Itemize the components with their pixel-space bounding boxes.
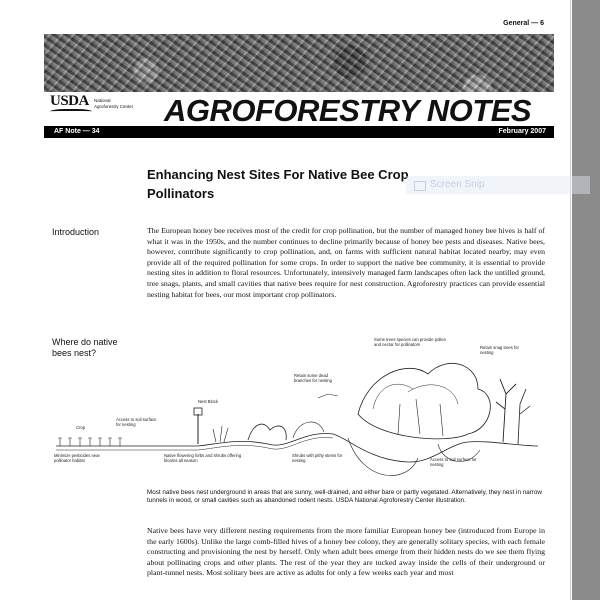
note-info-bar [44, 126, 554, 138]
usda-logo-text: USDA [50, 93, 89, 109]
section-label-nesting: Where do native bees nest? [52, 337, 118, 358]
label-nest-block: Nest Block [198, 399, 219, 404]
header-banner [44, 34, 554, 126]
usda-logo [50, 93, 134, 120]
body-paragraph-2: Native bees have very different nesting requirements from the more familiar European honey bee (introduced from Europe in the early 1600s). Unlike the large comb-filled hives of a honey bee colony, they are generally solitary species, with each female constructing and provisioning the nest by herself. Only when adult bees emerge from their hidden nests do we see them flying about pollinating crops and other plants. The rest of the year they are tucked away inside the cells of their underground or plant-tunnel nests. Most solitary bees are active as adults for only a few weeks each year and most [147, 526, 545, 578]
figure-caption: Most native bees nest underground in areas that are sunny, well-drained, and either bare or partly vegetated. Alternatively, they nest in narrow tunnels in wood, or small cavities such as abandoned rodent nests. USDA National Agroforestry Center illustration. [147, 489, 542, 505]
snip-icon [414, 181, 426, 191]
label-native-flowering: Native flowering forbs and shrubs offering blooms all season [164, 453, 242, 463]
publication-date: February 2007 [498, 128, 546, 135]
label-access-soil-right: Access to soil surface for nesting [430, 457, 477, 467]
label-tree-species: Some trees species can provide pollen and nectar for pollinators [374, 337, 446, 347]
note-number: AF Note — 34 [54, 128, 100, 135]
label-access-soil-left: Access to soil surface for nesting [116, 417, 157, 427]
label-retain-dead-branches: Retain some dead branches for nesting [294, 373, 332, 383]
usda-swoosh-icon [50, 109, 92, 115]
introduction-paragraph: The European honey bee receives most of the credit for crop pollination, but the number of managed honey bee hives is half of what it was in the 1950s, and the number continues to decline primarily because of honey bee pests and diseases. Native bees, however, contribute significantly to crop pollination, and, on farms with sufficient natural habitat located nearby, may even provide all of the required pollination for some crops. In order to support the native bee community, it is essential to provide nesting sites in addition to floral resources. Unfortunately, intensively managed farm landscapes often lack the untilled ground, tree snags, plants, and small cavities that native bees require for nest construction. Agroforestry practices can provide essential nesting habitat for bees, our most important crop pollinators. [147, 226, 545, 299]
label-crop: Crop [76, 425, 86, 430]
publication-title: AGROFORESTRY NOTES [164, 93, 532, 126]
viewer-scroll-gutter[interactable] [572, 0, 600, 600]
screen-snip-button[interactable] [406, 176, 590, 194]
label-minimize-pesticides: Minimize pesticides near pollinator habitat [54, 453, 100, 463]
center-name: National Agroforestry Center [94, 98, 134, 109]
nesting-illustration [48, 334, 548, 484]
snip-label: Screen Snip [430, 179, 485, 190]
label-pithy-shrubs: Shrubs with pithy stems for nesting [292, 453, 343, 463]
label-retain-snag-trees: Retain snag trees for nesting [480, 345, 519, 355]
series-code: General — 6 [503, 20, 544, 27]
article-title: Enhancing Nest Sites For Native Bee Crop Pollinators [147, 167, 409, 201]
section-label-introduction: Introduction [52, 227, 100, 237]
